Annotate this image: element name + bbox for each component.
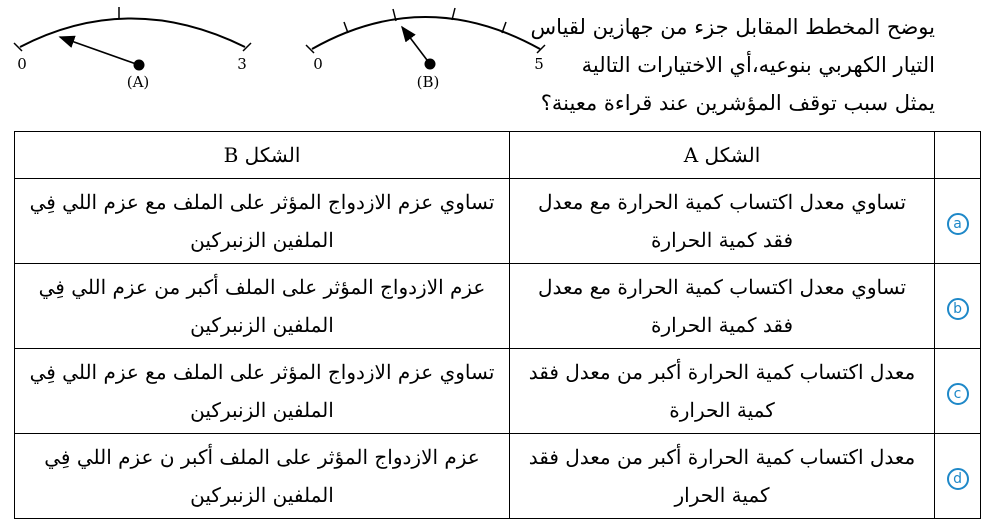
- meters-diagram: [0, 0, 560, 100]
- header-option-cell: [935, 132, 981, 179]
- option-d-figure-a-text: معدل اكتساب كمية الحرارة أكبر من معدل فقد كمية الحرار: [510, 434, 935, 519]
- meter-b-tick: [344, 22, 348, 33]
- meter-b-max-label: 5: [534, 55, 544, 73]
- table-header-row: [15, 132, 981, 179]
- option-d-figure-b-text: عزم الازدواج المؤثر على الملف أكبر ن عزم اللي فِي الملفين الزنبركين: [15, 434, 510, 519]
- option-row-b[interactable]: [15, 264, 981, 349]
- option-d-badge[interactable]: d: [947, 468, 969, 490]
- option-row-d[interactable]: [15, 434, 981, 519]
- question-line-3: يمثل سبب توقف المؤشرين عند قراءة معينة؟: [540, 91, 935, 115]
- option-a-figure-b-text: تساوي عزم الازدواج المؤثر على الملف مع عزم اللي فِي الملفين الزنبركين: [15, 179, 510, 264]
- meter-a: [14, 7, 251, 91]
- option-a-cell[interactable]: [935, 179, 981, 264]
- meter-a-max-label: 3: [237, 55, 247, 73]
- meter-b-scale-arc: [312, 17, 540, 49]
- header-figure-b: الشكل B: [15, 132, 510, 179]
- meter-b-pointer: [402, 27, 430, 64]
- option-d-cell[interactable]: [935, 434, 981, 519]
- option-row-c[interactable]: [15, 349, 981, 434]
- question-line-1: يوضح المخطط المقابل جزء من جهازين لقياس: [530, 15, 935, 39]
- header-figure-a: الشكل A: [510, 132, 935, 179]
- option-b-figure-a-text: تساوي معدل اكتساب كمية الحرارة مع معدل فقد كمية الحرارة: [510, 264, 935, 349]
- meter-b-min-label: 0: [313, 55, 323, 73]
- meter-a-pointer: [60, 37, 139, 65]
- meter-b-label: (B): [416, 73, 440, 91]
- meter-b: [306, 8, 545, 91]
- option-b-figure-b-text: عزم الازدواج المؤثر على الملف أكبر من عزم اللي فِي الملفين الزنبركين: [15, 264, 510, 349]
- meter-a-label: (A): [126, 73, 150, 91]
- option-c-badge[interactable]: c: [947, 383, 969, 405]
- question-line-2: التيار الكهربي بنوعيه،أي الاختيارات التالية: [581, 53, 935, 77]
- meter-a-scale-arc: [20, 19, 245, 48]
- meter-a-min-label: 0: [17, 55, 27, 73]
- option-a-badge[interactable]: a: [947, 213, 969, 235]
- option-row-a[interactable]: [15, 179, 981, 264]
- option-b-badge[interactable]: b: [947, 298, 969, 320]
- option-c-figure-a-text: معدل اكتساب كمية الحرارة أكبر من معدل فقد كمية الحرارة: [510, 349, 935, 434]
- option-c-figure-b-text: تساوي عزم الازدواج المؤثر على الملف مع عزم اللي فِي الملفين الزنبركين: [15, 349, 510, 434]
- option-c-cell[interactable]: [935, 349, 981, 434]
- question-text: [515, 8, 935, 122]
- option-b-cell[interactable]: [935, 264, 981, 349]
- options-table: [14, 131, 981, 519]
- meter-a-pivot: [134, 60, 145, 71]
- option-a-figure-a-text: تساوي معدل اكتساب كمية الحرارة مع معدل فقد كمية الحرارة: [510, 179, 935, 264]
- meter-b-pivot: [425, 59, 436, 70]
